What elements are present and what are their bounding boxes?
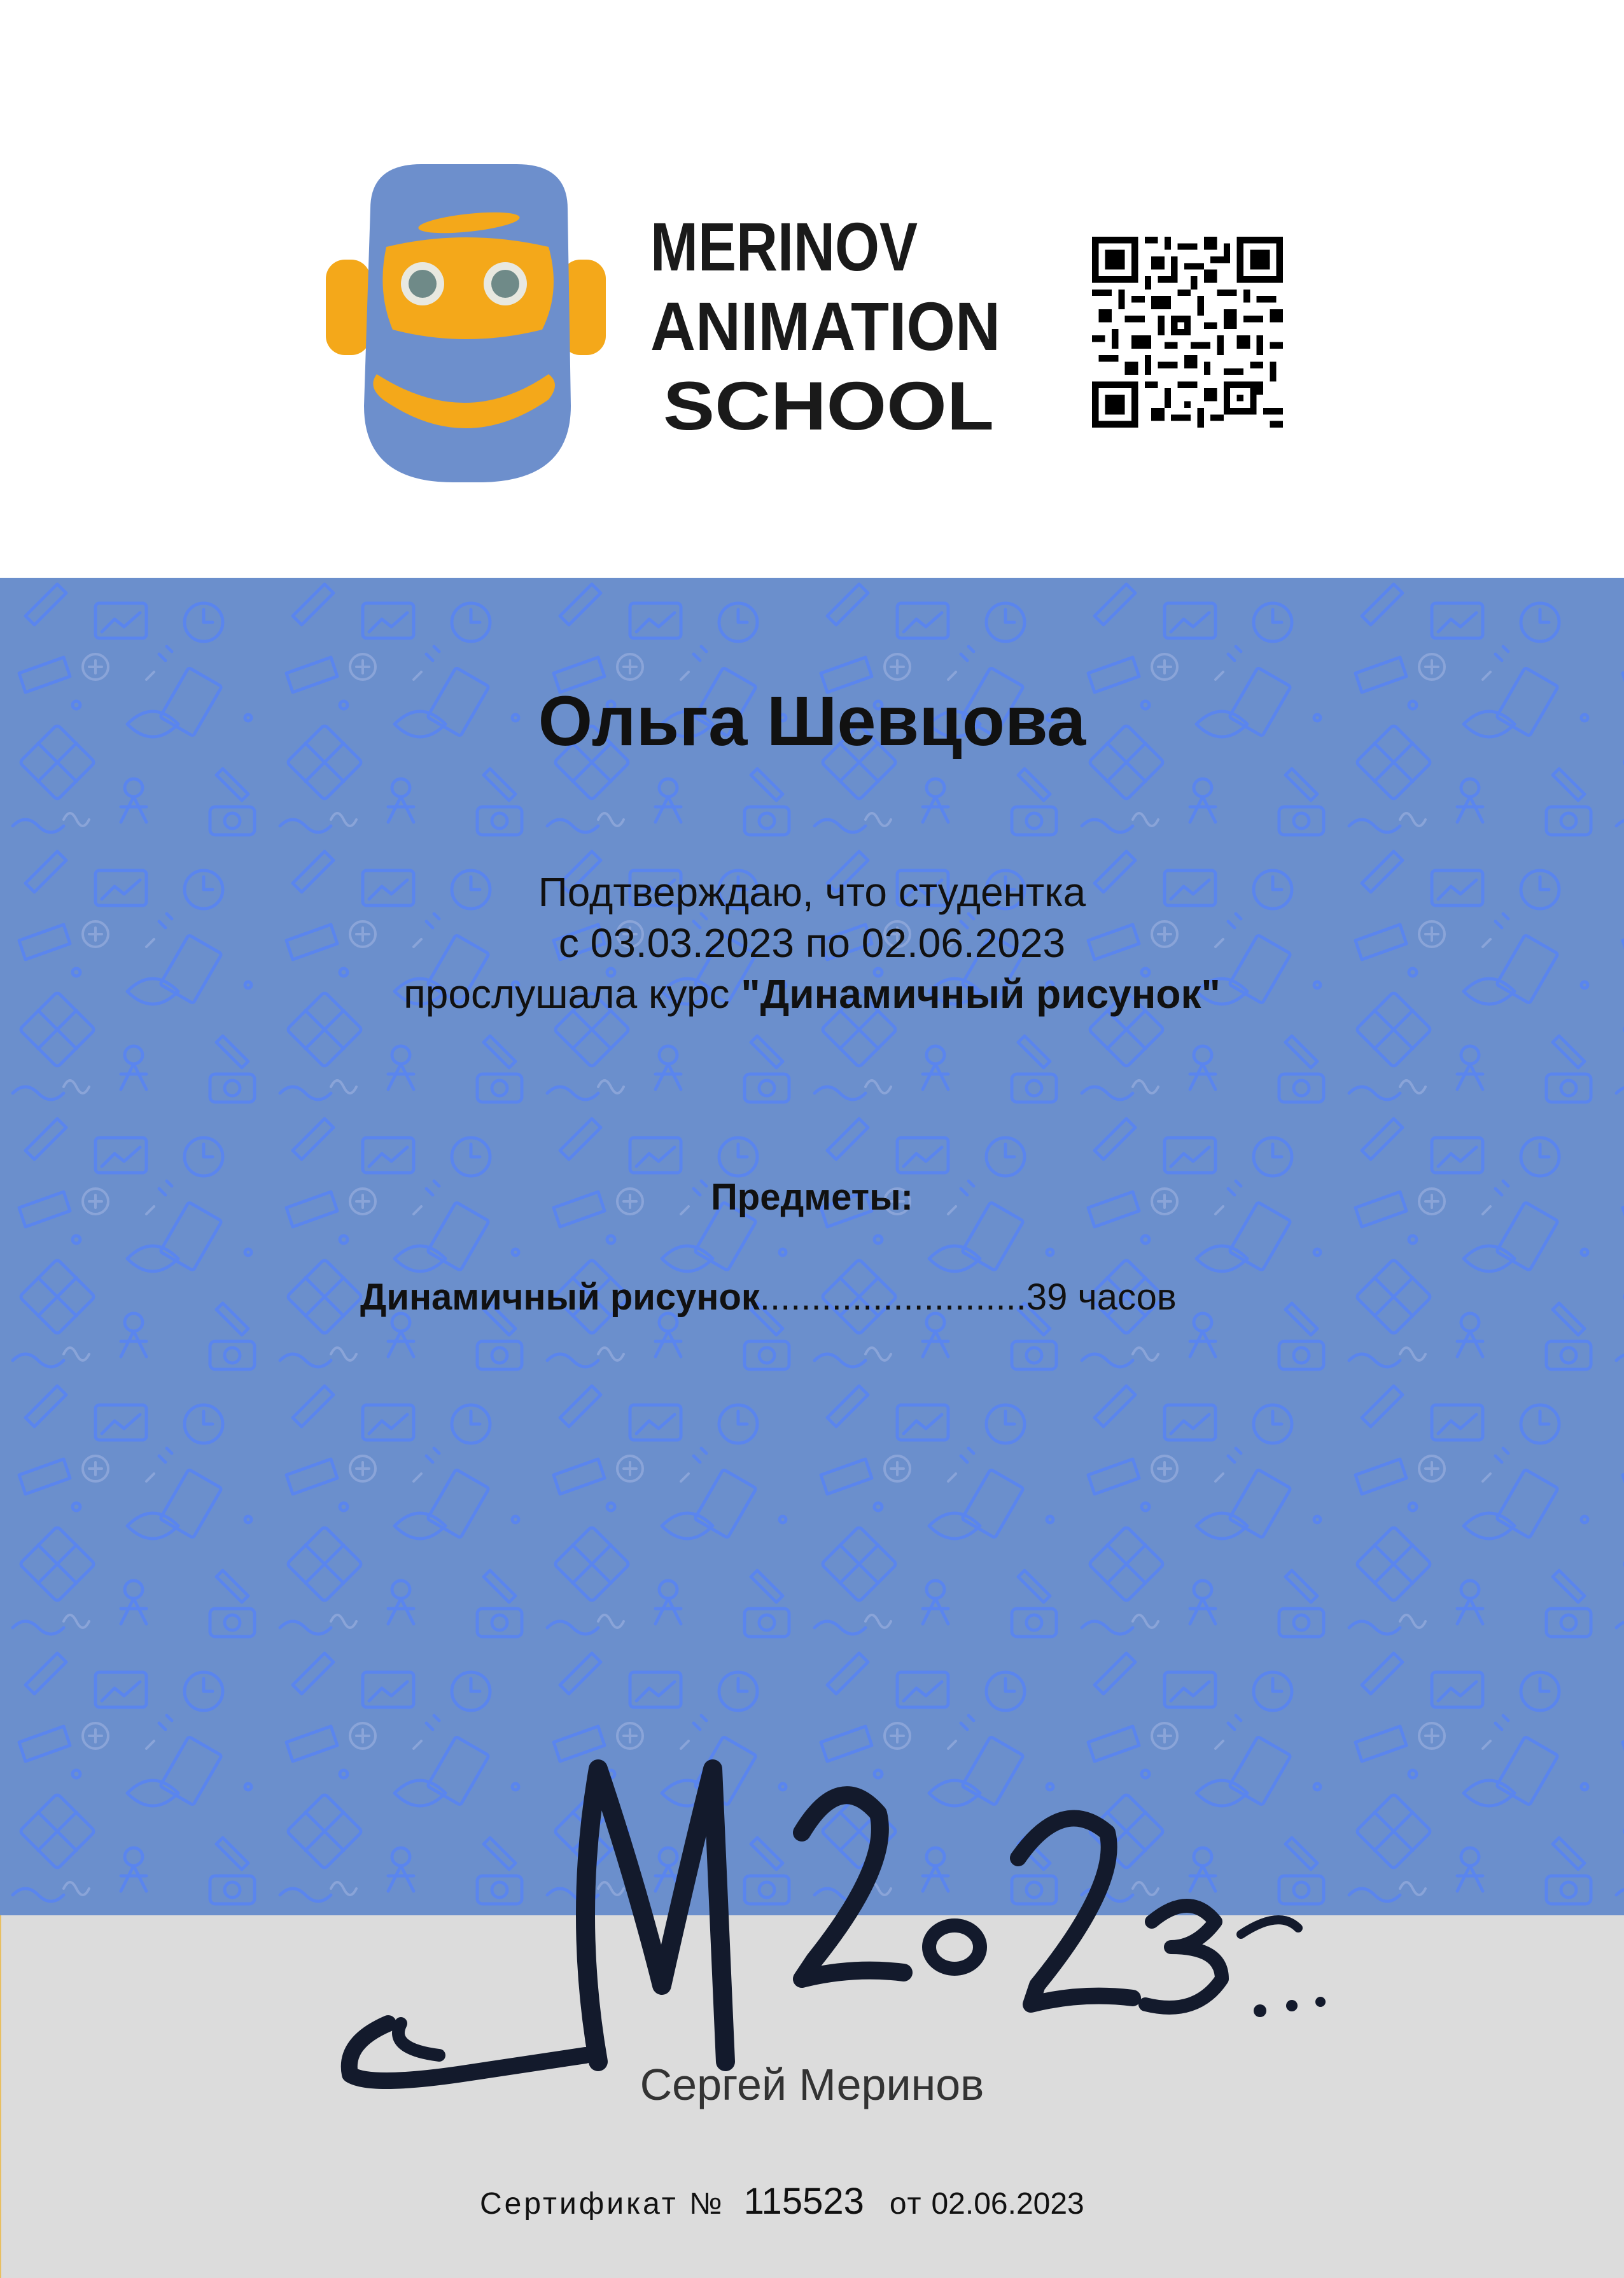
subjects-title: Предметы: (711, 1177, 913, 1218)
course-statement (0, 867, 1624, 1019)
certificate-label: Сертификат № (480, 2187, 725, 2221)
certificate-number-line (480, 2180, 1084, 2223)
qr-code-icon[interactable] (1092, 237, 1283, 428)
certificate-date: 02.06.2023 (931, 2187, 1084, 2221)
certificate-header (0, 0, 1624, 578)
subject-leader-dots: .......................... (759, 1276, 1026, 1318)
subject-hours: 39 часов (1026, 1276, 1177, 1318)
subject-name: Динамичный рисунок (360, 1276, 760, 1318)
subject-row (360, 1276, 1177, 1318)
certificate-number: 115523 (743, 2181, 864, 2222)
svg-text:ANIMATION: ANIMATION (650, 288, 1000, 365)
date-label: от (889, 2187, 923, 2221)
course-name: "Динамичный рисунок" (741, 971, 1221, 1017)
svg-text:SCHOOL: SCHOOL (663, 367, 994, 444)
mascot-logo (326, 164, 606, 482)
pattern-icons (0, 578, 1624, 1915)
signer-name: Сергей Меринов (640, 2060, 984, 2109)
statement-line-1: Подтверждаю, что студентка (538, 869, 1086, 915)
student-name: Ольга Шевцова (538, 682, 1086, 760)
statement-line-3-prefix: прослушала курс (403, 971, 741, 1017)
school-logo-lettering (644, 204, 1013, 445)
certificate-patterned-body (0, 578, 1624, 1915)
statement-line-3 (0, 968, 1624, 1019)
svg-text:MERINOV: MERINOV (650, 208, 918, 285)
statement-line-2: с 03.03.2023 по 02.06.2023 (558, 920, 1066, 966)
